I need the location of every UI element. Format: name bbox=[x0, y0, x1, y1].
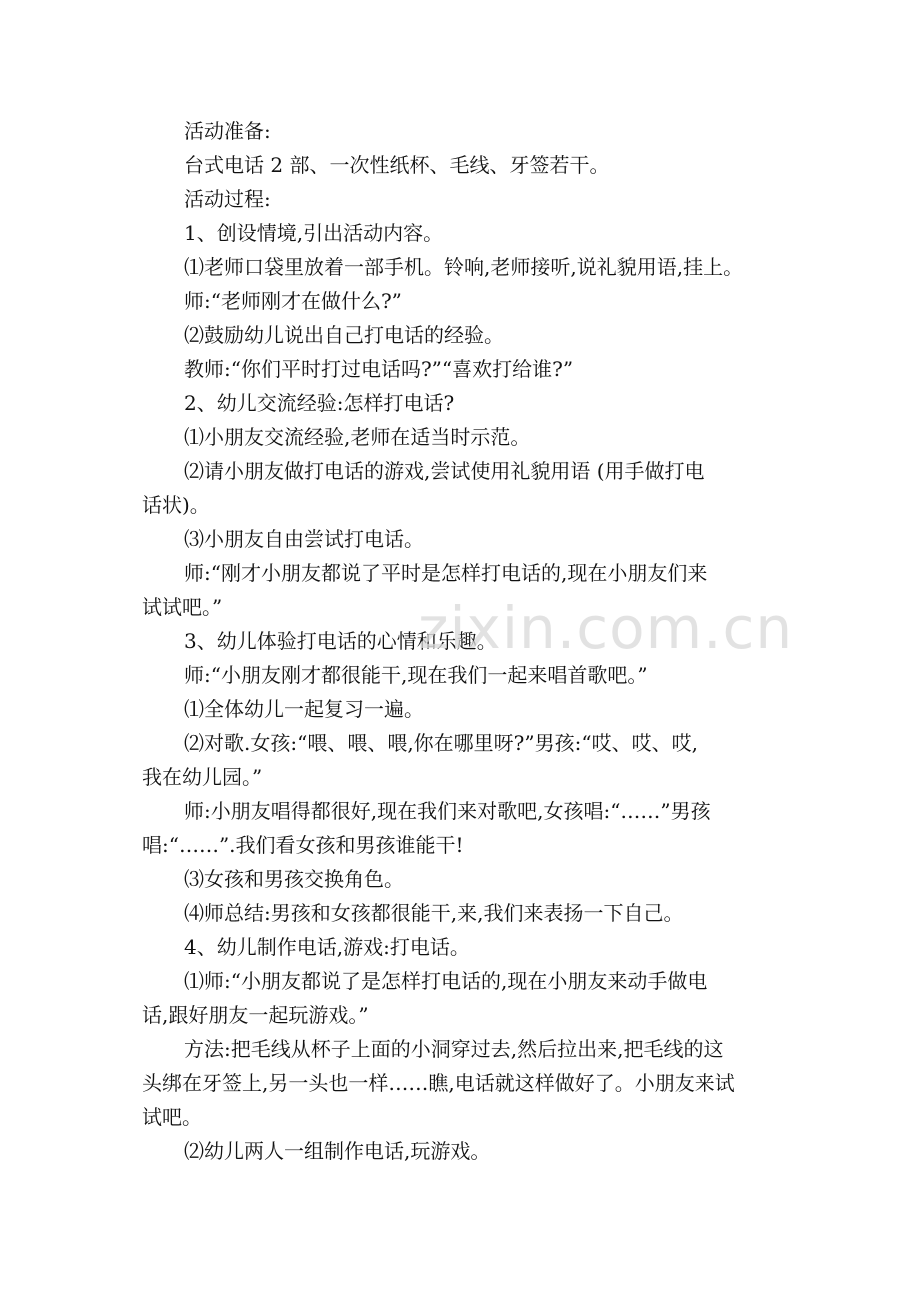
paragraph: 师:小朋友唱得都很好,现在我们来对歌吧,女孩唱:“……”男孩 bbox=[184, 799, 711, 823]
paragraph: ⑴师:“小朋友都说了是怎样打电话的,现在小朋友来动手做电 bbox=[184, 969, 708, 993]
paragraph: ⑴小朋友交流经验,老师在适当时示范。 bbox=[184, 425, 531, 449]
paragraph: 师:“小朋友刚才都很能干,现在我们一起来唱首歌吧。” bbox=[184, 663, 648, 687]
document-body bbox=[142, 114, 792, 1168]
section-heading-preparation: 活动准备: bbox=[184, 119, 271, 143]
paragraph-continuation: 试试吧。” bbox=[142, 595, 223, 619]
paragraph-continuation: 话状)。 bbox=[142, 493, 210, 517]
paragraph: ⑶女孩和男孩交换角色。 bbox=[184, 867, 404, 891]
paragraph: 师:“老师刚才在做什么?” bbox=[184, 289, 402, 313]
paragraph: 方法:把毛线从杯子上面的小洞穿过去,然后拉出来,把毛线的这 bbox=[184, 1037, 724, 1061]
paragraph: ⑴老师口袋里放着一部手机。铃响,老师接听,说礼貌用语,挂上。 bbox=[184, 255, 744, 279]
step-heading: 2、幼儿交流经验:怎样打电话? bbox=[184, 391, 455, 415]
paragraph-continuation: 唱:“……”.我们看女孩和男孩谁能干! bbox=[142, 833, 464, 857]
section-heading-process: 活动过程: bbox=[184, 187, 271, 211]
watermark: zixin.com.cn bbox=[418, 594, 794, 662]
paragraph: ⑴全体幼儿一起复习一遍。 bbox=[184, 697, 424, 721]
step-heading: 4、幼儿制作电话,游戏:打电话。 bbox=[184, 935, 470, 959]
paragraph: ⑶小朋友自由尝试打电话。 bbox=[184, 527, 424, 551]
paragraph: ⑷师总结:男孩和女孩都很能干,来,我们来表扬一下自己。 bbox=[184, 901, 684, 925]
paragraph: ⑵对歌.女孩:“喂、喂、喂,你在哪里呀?”男孩:“哎、哎、哎, bbox=[184, 731, 698, 755]
paragraph-continuation: 我在幼儿园。” bbox=[142, 765, 263, 789]
paragraph: 师:“刚才小朋友都说了平时是怎样打电话的,现在小朋友们来 bbox=[184, 561, 708, 585]
step-heading: 1、创设情境,引出活动内容。 bbox=[184, 221, 444, 245]
paragraph: 教师:“你们平时打过电话吗?”“喜欢打给谁?” bbox=[184, 357, 574, 381]
paragraph: ⑵鼓励幼儿说出自己打电话的经验。 bbox=[184, 323, 504, 347]
paragraph: 台式电话 2 部、一次性纸杯、毛线、牙签若干。 bbox=[184, 153, 610, 177]
paragraph: ⑵幼儿两人一组制作电话,玩游戏。 bbox=[184, 1139, 491, 1163]
paragraph-continuation: 头绑在牙签上,另一头也一样……瞧,电话就这样做好了。小朋友来试 bbox=[142, 1071, 735, 1095]
paragraph-continuation: 试吧。 bbox=[142, 1105, 202, 1129]
paragraph-continuation: 话,跟好朋友一起玩游戏。” bbox=[142, 1003, 369, 1027]
step-heading: 3、幼儿体验打电话的心情和乐趣。 bbox=[184, 629, 497, 653]
paragraph: ⑵请小朋友做打电话的游戏,尝试使用礼貌用语 (用手做打电 bbox=[184, 459, 705, 483]
